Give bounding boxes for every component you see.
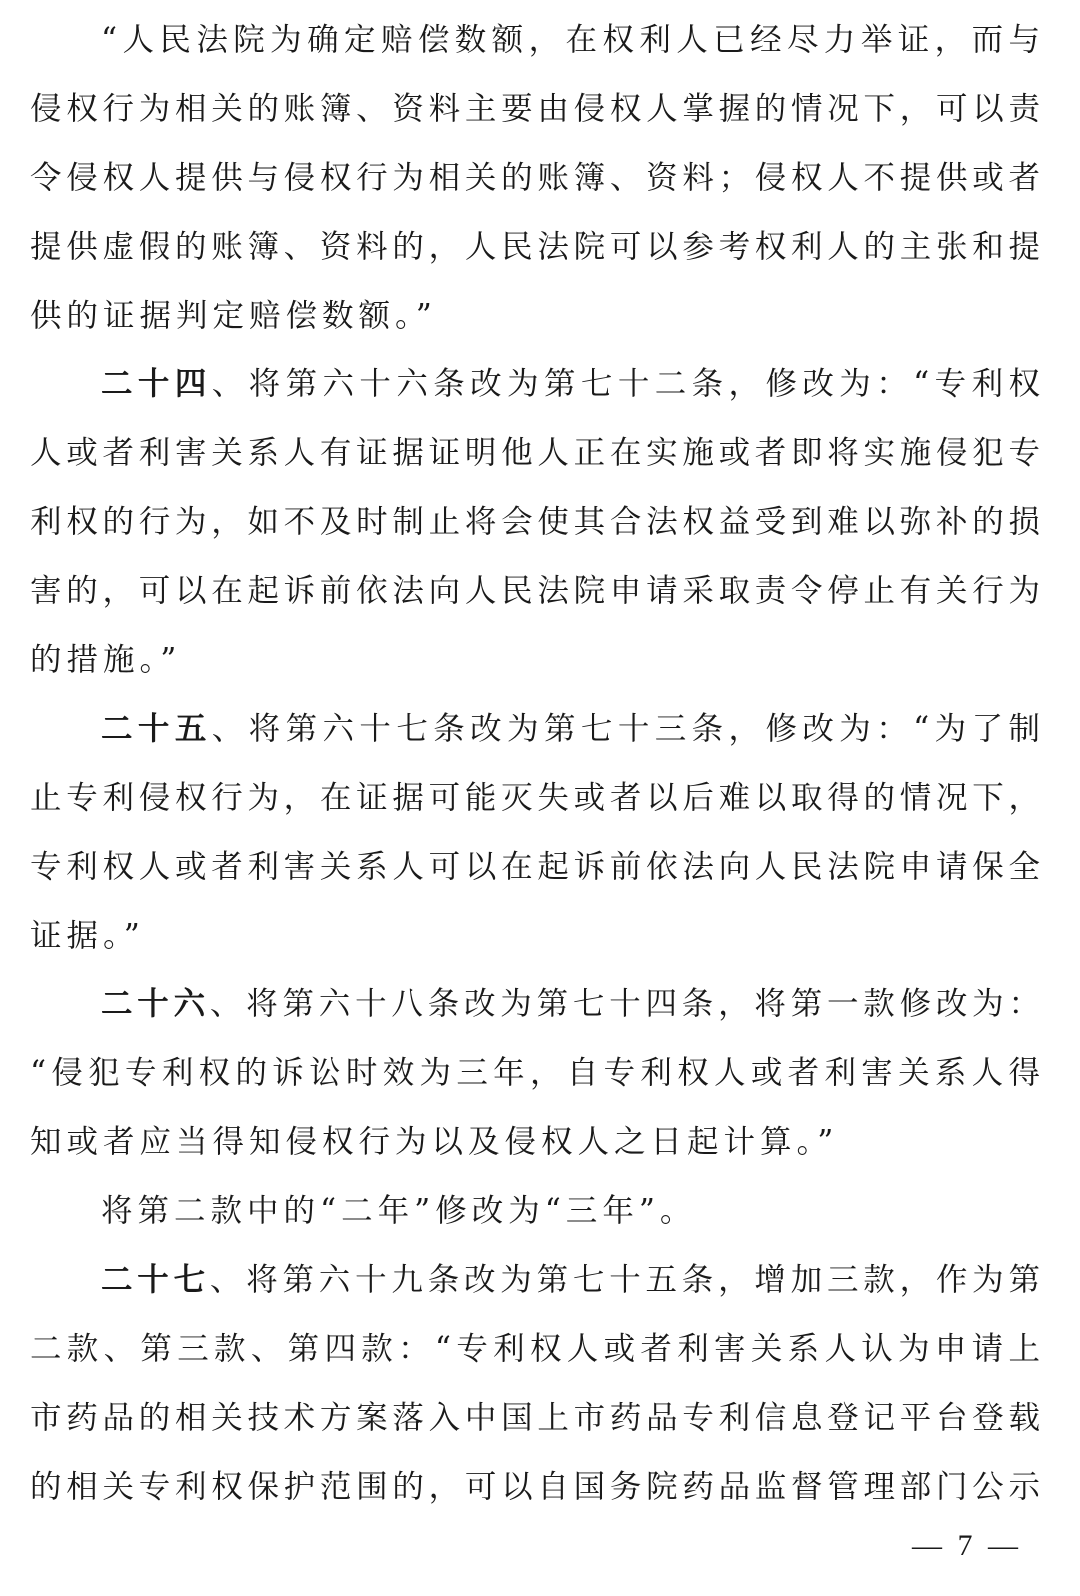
- text-segment: 、将第六十六条改为第七十二条，修改为：“专利权: [211, 366, 1040, 403]
- text-line: 止专利侵权行为，在证据可能灭失或者以后难以取得的情况下，: [30, 779, 1040, 816]
- text-line: 供的证据判定赔偿数额。”: [30, 297, 437, 334]
- section-number: 二十六: [101, 986, 210, 1023]
- text-line: 提供虚假的账簿、资料的，人民法院可以参考权利人的主张和提: [30, 228, 1040, 265]
- text-line: 的相关专利权保护范围的，可以自国务院药品监督管理部门公示: [30, 1468, 1040, 1505]
- text-segment: 、将第六十八条改为第七十四条，将第一款修改为：: [209, 986, 1040, 1023]
- text-line: 侵权行为相关的账簿、资料主要由侵权人掌握的情况下，可以责: [30, 90, 1040, 127]
- section-number: 二十四: [101, 366, 212, 403]
- page-number: — 7 —: [912, 1529, 1022, 1562]
- text-segment: 、将第六十九条改为第七十五条，增加三款，作为第: [209, 1262, 1040, 1299]
- section-number: 二十五: [101, 710, 212, 747]
- text-line: 知或者应当得知侵权行为以及侵权人之日起计算。”: [30, 1124, 839, 1161]
- section-number: 二十七: [101, 1262, 210, 1299]
- text-line: 利权的行为，如不及时制止将会使其合法权益受到难以弥补的损: [30, 504, 1040, 541]
- text-line: 将第二款中的“二年”修改为“三年”。: [101, 1193, 697, 1230]
- text-segment: 、将第六十七条改为第七十三条，修改为：“为了制: [211, 710, 1040, 747]
- text-line: 证据。”: [30, 917, 145, 954]
- text-line: 令侵权人提供与侵权行为相关的账簿、资料；侵权人不提供或者: [30, 159, 1040, 196]
- text-line: [30, 695, 1040, 764]
- text-line: “人民法院为确定赔偿数额，在权利人已经尽力举证，而与: [101, 22, 1040, 58]
- text-line: 专利权人或者利害关系人可以在起诉前依法向人民法院申请保全: [30, 848, 1040, 885]
- text-line: 二款、第三款、第四款：“专利权人或者利害关系人认为申请上: [30, 1330, 1040, 1367]
- text-line: [30, 1246, 1040, 1315]
- text-line: [30, 350, 1040, 419]
- text-line: 的措施。”: [30, 642, 182, 679]
- document-body: [30, 6, 1040, 1522]
- text-line: 人或者利害关系人有证据证明他人正在实施或者即将实施侵犯专: [30, 435, 1040, 472]
- text-line: [30, 970, 1040, 1039]
- text-line: 市药品的相关技术方案落入中国上市药品专利信息登记平台登载: [30, 1399, 1040, 1436]
- text-line: “侵犯专利权的诉讼时效为三年，自专利权人或者利害关系人得: [30, 1055, 1040, 1092]
- text-line: 害的，可以在起诉前依法向人民法院申请采取责令停止有关行为: [30, 573, 1040, 610]
